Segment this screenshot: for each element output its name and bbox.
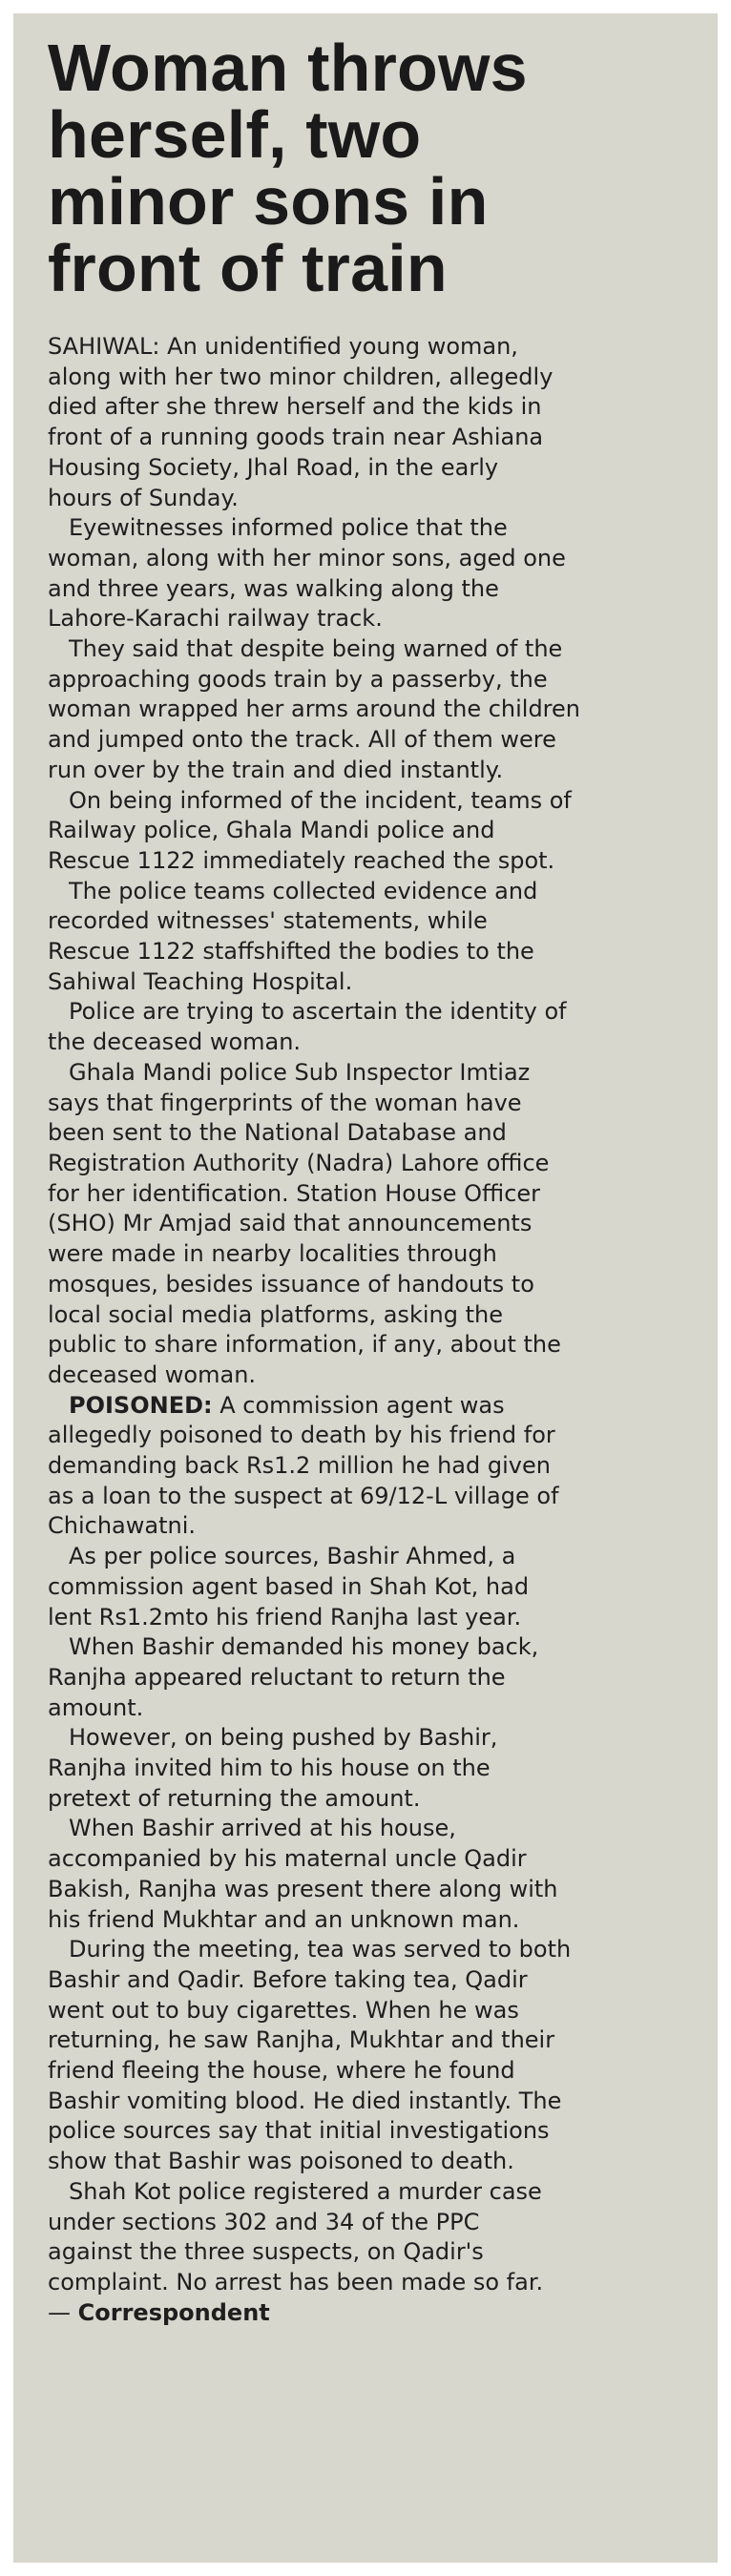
body-line: and three years, was walking along the <box>48 574 499 602</box>
body-line: The police teams collected evidence and <box>69 877 538 904</box>
body-text: A commission agent was <box>212 1391 505 1419</box>
body-line: Ranjha appeared reluctant to return the <box>48 1663 506 1691</box>
body-line: against the three suspects, on Qadir's <box>48 2238 484 2266</box>
body-line: mosques, besides issuance of handouts to <box>48 1270 534 1298</box>
body-line: returning, he saw Ranjha, Mukhtar and their <box>48 2026 555 2054</box>
body-line: Eyewitnesses informed police that the <box>69 514 508 542</box>
body-line: allegedly poisoned to death by his friend for <box>48 1422 555 1449</box>
body-line: woman wrapped her arms around the children <box>48 696 580 723</box>
body-line: and jumped onto the track. All of them were <box>48 726 556 754</box>
body-line: says that fingerprints of the woman have <box>48 1089 522 1116</box>
body-line: Railway police, Ghala Mandi police and <box>48 817 495 844</box>
body-line: complaint. No arrest has been made so far. <box>48 2269 544 2296</box>
body-line: Lahore-Karachi railway track. <box>48 605 383 633</box>
body-line: Bashir vomiting blood. He died instantly. The <box>48 2087 562 2114</box>
body-line: public to share information, if any, about the <box>48 1331 561 1359</box>
body-line: deceased woman. <box>48 1361 257 1388</box>
body-line: Bakish, Ranjha was present there along with <box>48 1875 558 1902</box>
body-line: hours of Sunday. <box>48 484 239 511</box>
body-line: (SHO) Mr Amjad said that announcements <box>48 1210 533 1237</box>
body-line: When Bashir demanded his money back, <box>69 1633 539 1661</box>
body-line: police sources say that initial investigations <box>48 2117 550 2145</box>
body-line: Police are trying to ascertain the identity of <box>69 998 567 1026</box>
headline-line: Woman throws <box>48 31 528 105</box>
body-line: accompanied by his maternal uncle Qadir <box>48 1845 527 1873</box>
body-line: During the meeting, tea was served to both <box>69 1936 572 1963</box>
body-line: show that Bashir was poisoned to death. <box>48 2148 514 2175</box>
body-line: woman, along with her minor sons, aged one <box>48 544 566 571</box>
body-line: front of a running goods train near Ashiana <box>48 424 544 451</box>
body-line: pretext of returning the amount. <box>48 1784 421 1812</box>
body-line: SAHIWAL: An unidentified young woman, <box>48 333 518 360</box>
body-line: friend fleeing the house, where he found <box>48 2057 515 2085</box>
body-line: approaching goods train by a passerby, the <box>48 665 548 693</box>
body-line: Ghala Mandi police Sub Inspector Imtiaz <box>69 1058 531 1086</box>
body-line: local social media platforms, asking the <box>48 1300 503 1328</box>
body-line: demanding back Rs1.2 million he had given <box>48 1452 551 1480</box>
body-line: under sections 302 and 34 of the PPC <box>48 2208 480 2235</box>
headline-line: front of train <box>48 231 448 305</box>
body-line: They said that despite being warned of the <box>69 635 563 663</box>
poisoned-paragraph-line <box>48 1391 695 1422</box>
body-line: been sent to the National Database and <box>48 1119 507 1147</box>
article-body <box>13 332 718 2328</box>
body-line: run over by the train and died instantly. <box>48 756 504 783</box>
body-line: Chichawatni. <box>48 1512 197 1540</box>
body-line: went out to buy cigarettes. When he was <box>48 1996 519 2024</box>
body-line: the deceased woman. <box>48 1028 302 1056</box>
body-line: When Bashir arrived at his house, <box>69 1815 456 1842</box>
headline <box>48 31 697 305</box>
body-line: as a loan to the suspect at 69/12-L village of <box>48 1482 559 1509</box>
body-line: As per police sources, Bashir Ahmed, a <box>69 1543 516 1570</box>
body-line: his friend Mukhtar and an unknown man. <box>48 1905 520 1933</box>
body-line: Bashir and Qadir. Before taking tea, Qadir <box>48 1965 528 1993</box>
body-line: However, on being pushed by Bashir, <box>69 1724 498 1752</box>
headline-line: herself, two <box>48 97 422 172</box>
body-line: amount. <box>48 1693 144 1721</box>
body-line: recorded witnesses' statements, while <box>48 907 488 935</box>
body-line: Registration Authority (Nadra) Lahore office <box>48 1149 550 1176</box>
byline-correspondent: Correspondent <box>77 2298 270 2326</box>
body-line: lent Rs1.2mto his friend Ranjha last year. <box>48 1603 522 1631</box>
byline-dash: — <box>48 2298 78 2326</box>
body-line: commission agent based in Shah Kot, had <box>48 1572 530 1600</box>
news-clipping <box>13 13 718 2563</box>
body-line: Housing Society, Jhal Road, in the early <box>48 453 499 481</box>
body-line: for her identification. Station House Officer <box>48 1179 541 1207</box>
byline <box>48 2298 695 2329</box>
body-line: Ranjha invited him to his house on the <box>48 1755 491 1782</box>
body-line: died after she threw herself and the kids in <box>48 393 542 421</box>
body-line: were made in nearby localities through <box>48 1240 497 1268</box>
body-line: Rescue 1122 immediately reached the spot. <box>48 846 555 874</box>
section-label-poisoned: POISONED: <box>69 1391 213 1419</box>
body-line: Sahiwal Teaching Hospital. <box>48 967 353 995</box>
body-line: On being informed of the incident, teams of <box>69 786 572 814</box>
headline-line: minor sons in <box>48 164 489 239</box>
body-line: along with her two minor children, allegedly <box>48 363 553 390</box>
body-line: Shah Kot police registered a murder case <box>69 2177 542 2205</box>
body-line: Rescue 1122 staffshifted the bodies to the <box>48 938 534 966</box>
